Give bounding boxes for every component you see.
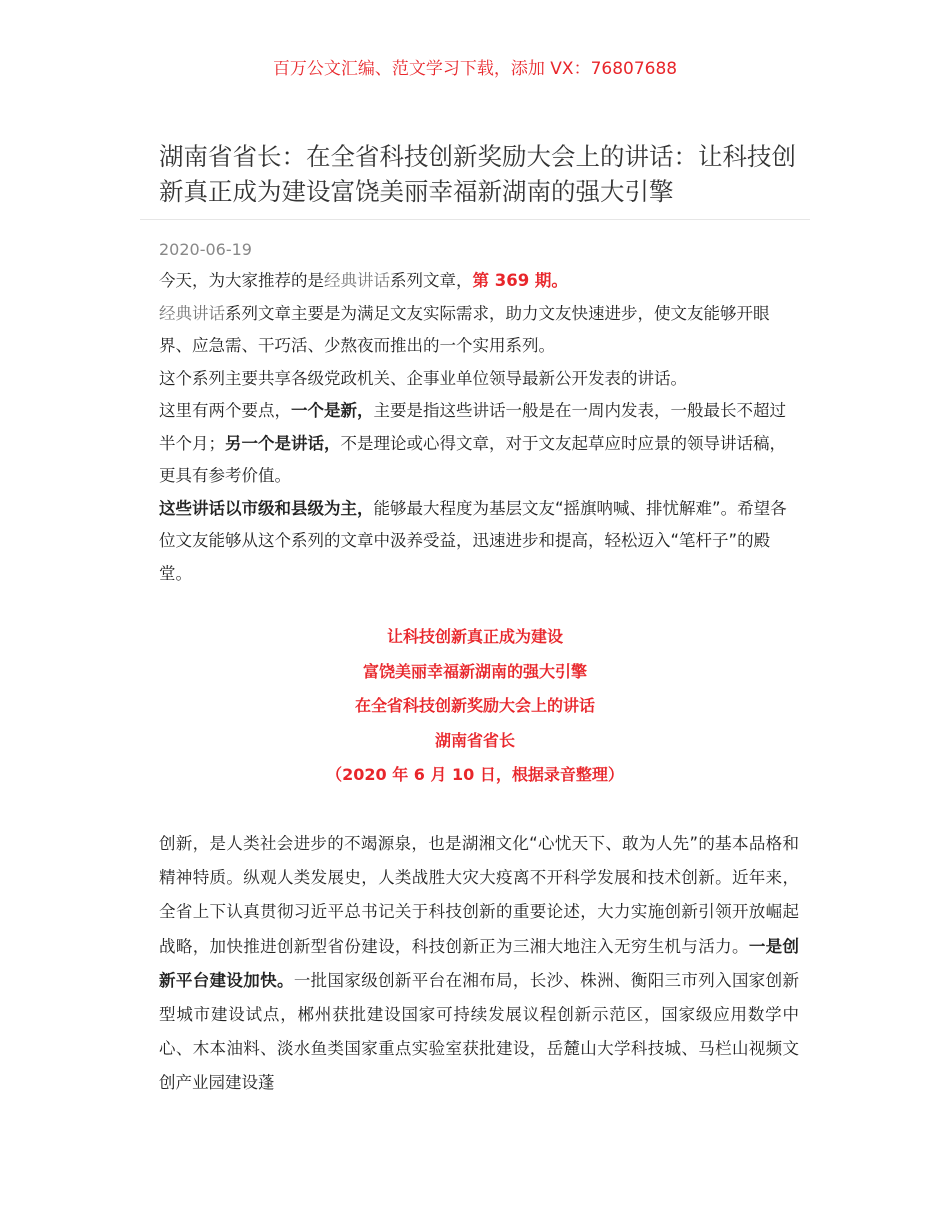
speech-heading — [0, 620, 950, 793]
speech-date-note: （2020 年 6 月 10 日，根据录音整理） — [326, 765, 624, 784]
series-name: 经典讲话 — [324, 271, 390, 290]
issue-number: 第 369 期。 — [472, 271, 568, 290]
body-text-c: 一批国家级创新平台在湘布局，长沙、株洲、衡阳三市列入国家创新型城市建设试点，郴州获批建设国家可持续发展议程创新示范区，国家级应用数学中心、木本油料、淡水鱼类国家重点实验室获批建设，岳麓山大学科技城、马栏山视频文创产业园建设蓬 — [159, 970, 800, 1093]
speech-body — [159, 827, 799, 1101]
body-text-a: 创新，是人类社会进步的不竭源泉，也是湖湘文化“心忧天下、敢为人先”的基本品格和精神特质。纵观人类发展史，人类战胜大灾大疫离不开科学发展和技术创新。近年来，全省上下认真贯彻习近平总书记关于科技创新的重要论述，大力实施创新引领开放崛起战略，加快推进创新型省份建设，科技创新正为三湘大地注入无穷生机与活力。 — [159, 834, 799, 956]
intro-p4-text-a: 这里有两个要点， — [159, 401, 291, 420]
intro-paragraph-2 — [159, 298, 799, 363]
intro-p4-text-d: 不是理论或心得文章，对于文友起草应时应景的领导讲话稿，更具有参考价值。 — [159, 433, 786, 485]
intro-p4-text-c: 主要是指这些讲话一般是在一周内发表，一般最长不超过半个月； — [159, 401, 786, 453]
intro-p2-text: 系列文章主要是为满足文友实际需求，助力文友快速进步，使文友能够开眼界、应急需、干巧活、少熬夜而推出的一个实用系列。 — [159, 303, 770, 355]
speaker: 湖南省省长 — [434, 730, 515, 750]
speech-title-line-2: 富饶美丽幸福新湖南的强大引擎 — [362, 661, 587, 681]
intro-section — [159, 265, 799, 590]
intro-paragraph-3: 这个系列主要共享各级党政机关、企事业单位领导最新公开发表的讲话。 — [159, 368, 687, 388]
title-divider — [140, 219, 810, 220]
speech-occasion: 在全省科技创新奖励大会上的讲话 — [354, 696, 595, 715]
article-title: 湖南省省长：在全省科技创新奖励大会上的讲话：让科技创新真正成为建设富饶美丽幸福新湖南的强大引擎 — [159, 142, 796, 206]
intro-p5-text: 能够最大程度为基层文友“摇旗呐喊、排忧解难”。希望各位文友能够从这个系列的文章中汲养受益，迅速进步和提高，轻松迈入“笔杆子”的殿堂。 — [159, 498, 787, 583]
article-date: 2020-06-19 — [159, 240, 252, 259]
promo-banner: 百万公文汇编、范文学习下载，添加 VX：76807688 — [272, 59, 678, 79]
speech-title-line-1: 让科技创新真正成为建设 — [386, 627, 563, 646]
key-point-speech: 另一个是讲话， — [225, 433, 341, 453]
key-point-level: 这些讲话以市级和县级为主， — [159, 498, 374, 518]
intro-paragraph-1 — [159, 265, 799, 298]
intro-paragraph-5 — [159, 493, 799, 591]
intro-p1-text-b: 系列文章， — [390, 271, 473, 290]
key-point-new: 一个是新， — [291, 401, 374, 420]
intro-paragraph-4 — [159, 395, 799, 493]
intro-p1-text-a: 今天，为大家推荐的是 — [159, 271, 324, 290]
body-point-one: 一是创新平台建设加快。 — [159, 936, 800, 990]
series-name: 经典讲话 — [159, 303, 225, 323]
